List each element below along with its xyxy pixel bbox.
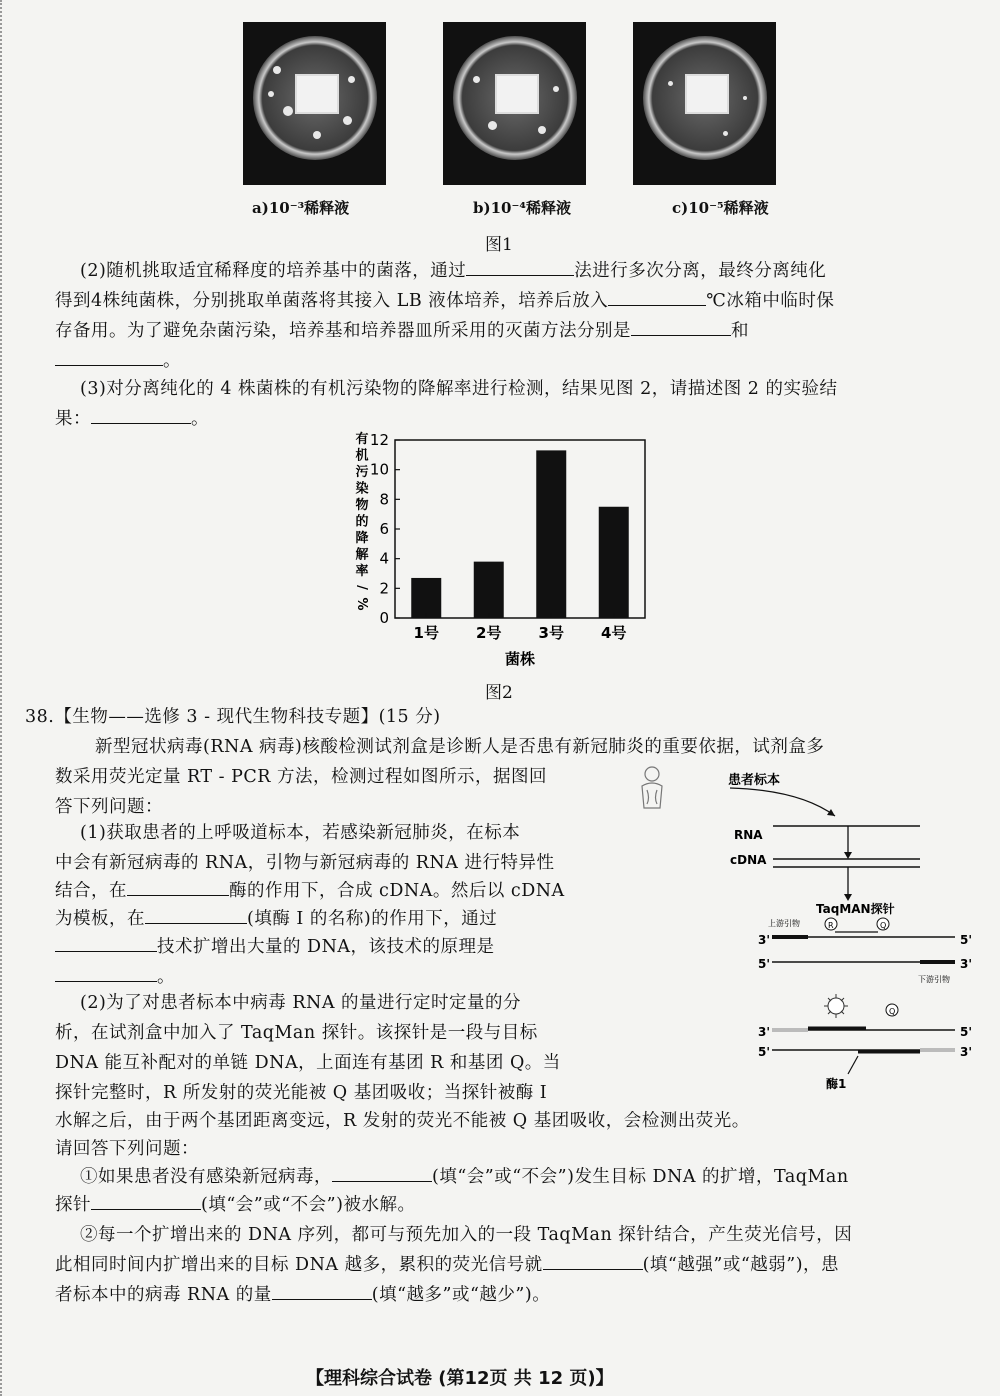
prime-3-d: 3' [960, 1045, 973, 1059]
x-tick-label: 4号 [601, 624, 627, 642]
q38-c2-line1: ②每一个扩增出来的 DNA 序列，都可与预先加入的一段 TaqMan 探针结合，产生荧光信号，因 [80, 1225, 853, 1245]
x-tick-label: 1号 [413, 624, 439, 642]
q38-c1-line2: 探针 (填“会”或“不会”)被水解。 [55, 1190, 415, 1220]
caption-a: a)10⁻³稀释液 [252, 199, 350, 217]
q3-line2: 果： 。 [55, 404, 209, 434]
q3-line1: (3)对分离纯化的 4 株菌株的有机污染物的降解率进行检测，结果见图 2，请描述图 2 的实验结 [80, 379, 838, 399]
cdna-label: cDNA [730, 853, 767, 867]
q38-intro2: 数采用荧光定量 RT - PCR 方法，检测过程如图所示，据图回 [55, 767, 548, 787]
prime-5-a: 5' [960, 933, 973, 947]
bars [411, 450, 629, 618]
y-axis-label-char: 污 [355, 465, 369, 480]
q38-p1-line6: 。 [55, 962, 175, 992]
q2-line2: 得到4株纯菌株，分别挑取单菌落将其接入 LB 液体培养，培养后放入 ℃冰箱中临时保 [55, 286, 834, 316]
taqman-probe-label: TaqMAN探针 [816, 902, 895, 916]
binding-margin [0, 0, 4, 1396]
q38-header: 38.【生物——选修 3 - 现代生物科技专题】(15 分) [25, 707, 441, 727]
patient-icon [642, 767, 662, 808]
page-footer: 【理科综合试卷 (第12页 共 12 页)】 [306, 1368, 614, 1389]
caption-c: c)10⁻⁵稀释液 [672, 199, 769, 217]
prime-5-b: 5' [758, 957, 771, 971]
upstream-primer-label: 上游引物 [768, 919, 800, 928]
prime-3-a: 3' [758, 933, 771, 947]
x-axis-label: 菌株 [504, 650, 536, 668]
prime-5-d: 5' [758, 1045, 771, 1059]
arrowhead-2 [844, 852, 852, 859]
y-tick-label: 0 [379, 609, 389, 627]
x-tick-label: 2号 [476, 624, 502, 642]
prime-3-b: 3' [960, 957, 973, 971]
y-tick-label: 2 [379, 579, 389, 598]
arrow-sample-to-rna [730, 788, 835, 816]
petri-dish-photo-a [243, 22, 386, 185]
y-tick-label: 4 [379, 549, 389, 568]
fluorescence-burst-icon [824, 994, 848, 1018]
bar-4 [599, 507, 629, 618]
q-label-1: Q [880, 921, 887, 930]
x-tick-label: 3号 [538, 624, 564, 642]
q38-c1-line1: ①如果患者没有感染新冠病毒， (填“会”或“不会”)发生目标 DNA 的扩增，TaqMan [80, 1162, 849, 1192]
q38-c2-line2: 此相同时间内扩增出来的目标 DNA 越多，累积的荧光信号就 (填“越强”或“越弱”)，患 [55, 1250, 839, 1280]
q38-intro1: 新型冠状病毒(RNA 病毒)核酸检测试剂盒是诊断人是否患有新冠肺炎的重要依据，试剂盒多 [95, 737, 825, 757]
q38-p1-line4: 为模板，在 (填酶 I 的名称)的作用下，通过 [55, 904, 497, 934]
y-axis-label-char: 有 [355, 432, 369, 447]
y-axis-label-char: 率 [355, 564, 369, 579]
arrowhead-1 [827, 809, 835, 816]
y-axis-label-char: 机 [355, 448, 369, 464]
enzyme-pointer [848, 1056, 858, 1074]
q38-p1-line3: 结合，在 酶的作用下，合成 cDNA。然后以 cDNA [55, 876, 565, 906]
q38-p2-line5: 水解之后，由于两个基团距离变远，R 发射的荧光不能被 Q 基团吸收，会检测出荧光。 [55, 1111, 750, 1131]
y-tick-label: 8 [379, 490, 389, 509]
q-label-2: Q [889, 1007, 896, 1016]
prime-5-c: 5' [960, 1025, 973, 1039]
q38-p1-line1: (1)获取患者的上呼吸道标本，若感染新冠肺炎，在标本 [80, 823, 521, 843]
figure2-title: 图2 [485, 683, 513, 703]
y-axis-label-char: 物 [355, 498, 369, 513]
rt-pcr-diagram [630, 760, 975, 1110]
y-tick-label: 12 [369, 431, 389, 449]
q38-p2-line3: DNA 能互补配对的单链 DNA，上面连有基团 R 和基团 Q。当 [55, 1053, 561, 1073]
enzyme-label: 酶1 [826, 1077, 847, 1091]
q38-p1-line2: 中会有新冠病毒的 RNA，引物与新冠病毒的 RNA 进行特异性 [55, 853, 555, 873]
degradation-bar-chart [340, 425, 680, 675]
q2-line4: 。 [55, 346, 181, 376]
bar-3 [536, 450, 566, 618]
q38-p2-line6: 请回答下列问题： [55, 1139, 199, 1159]
downstream-primer-label: 下游引物 [918, 975, 950, 984]
y-tick-label: 6 [379, 520, 389, 538]
q38-p2-line4: 探针完整时，R 所发射的荧光能被 Q 基团吸收；当探针被酶 I [55, 1083, 548, 1103]
q2-line3: 存备用。为了避免杂菌污染，培养基和培养器皿所采用的灭菌方法分别是 和 [55, 316, 749, 346]
rna-label: RNA [734, 828, 763, 842]
y-axis-label [354, 431, 369, 611]
arrowhead-3 [844, 894, 852, 901]
prime-3-c: 3' [758, 1025, 771, 1039]
patient-sample-label: 患者标本 [728, 773, 781, 788]
q38-p1-line5: 技术扩增出大量的 DNA，该技术的原理是 [55, 932, 495, 962]
q38-p2-line1: (2)为了对患者标本中病毒 RNA 的量进行定时定量的分 [80, 993, 522, 1013]
y-axis-label-char: 的 [355, 514, 369, 530]
q2-line1: (2)随机挑取适宜稀释度的培养基中的菌落，通过 法进行多次分离，最终分离纯化 [80, 256, 826, 286]
q38-p2-line2: 析，在试剂盒中加入了 TaqMan 探针。该探针是一段与目标 [55, 1023, 538, 1043]
q38-c2-line3: 者标本中的病毒 RNA 的量 (填“越多”或“越少”)。 [55, 1280, 550, 1310]
q38-intro3: 答下列问题： [55, 797, 163, 817]
y-axis-label-char: % [354, 597, 369, 611]
y-axis-label-char: / [354, 585, 369, 590]
petri-dish-photo-b [443, 22, 586, 185]
bar-1 [411, 578, 441, 618]
y-tick-label: 10 [369, 460, 389, 479]
caption-b: b)10⁻⁴稀释液 [473, 199, 571, 217]
y-axis-label-char: 染 [355, 481, 369, 497]
petri-dish-photo-c [633, 22, 776, 185]
bar-2 [474, 562, 504, 618]
r-label-1: R [828, 921, 834, 930]
y-axis-label-char: 解 [355, 547, 369, 563]
figure1-title: 图1 [485, 235, 513, 255]
y-axis-label-char: 降 [355, 531, 369, 546]
